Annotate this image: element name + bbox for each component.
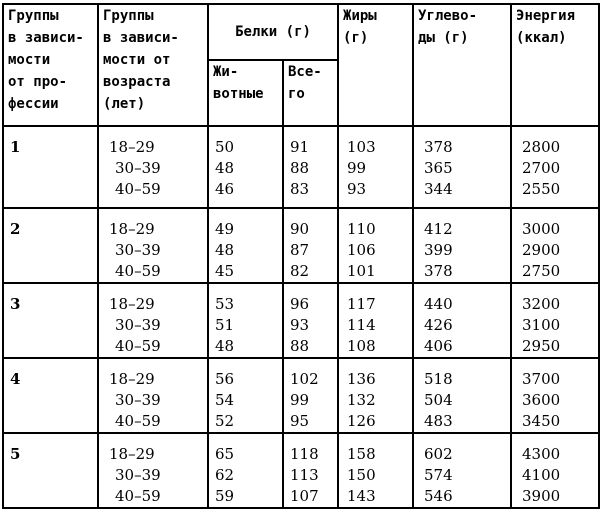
protein-total-value: 82	[290, 262, 310, 280]
fat-value: 101	[347, 262, 376, 280]
carbs-cell	[413, 433, 511, 508]
protein-animal-value: 59	[215, 487, 235, 505]
group-number: 3	[3, 283, 98, 358]
protein-total-value: 113	[290, 466, 319, 484]
age-value: 18–29	[109, 295, 155, 313]
age-value: 18–29	[109, 445, 155, 463]
protein-animal-value: 65	[215, 445, 235, 463]
protein-total-value: 99	[290, 391, 310, 409]
fat-cell	[338, 208, 413, 283]
header-profession-group: Группы в завиcи- мости от про- фессии	[3, 4, 98, 126]
protein-total-value: 96	[290, 295, 310, 313]
age-value: 18–29	[109, 138, 155, 156]
energy-value: 3700	[522, 370, 561, 388]
protein-total-value: 83	[290, 180, 310, 198]
carbs-value: 412	[424, 220, 453, 238]
protein-total-value: 90	[290, 220, 310, 238]
fat-value: 117	[347, 295, 376, 313]
protein-total-value: 88	[290, 159, 310, 177]
protein-animal-value: 48	[215, 241, 235, 259]
protein-animal-cell	[208, 433, 283, 508]
energy-value: 3200	[522, 295, 561, 313]
fat-value: 108	[347, 337, 376, 355]
carbs-value: 344	[424, 180, 453, 198]
energy-value: 2700	[522, 159, 561, 177]
fat-value: 110	[347, 220, 376, 238]
age-value: 40–59	[115, 412, 161, 430]
energy-value: 3450	[522, 412, 561, 430]
age-value: 40–59	[115, 180, 161, 198]
energy-value: 4300	[522, 445, 561, 463]
carbs-cell	[413, 358, 511, 433]
age-cell	[98, 358, 208, 433]
protein-animal-value: 45	[215, 262, 235, 280]
table-row	[3, 126, 599, 208]
protein-animal-cell	[208, 126, 283, 208]
energy-value: 2950	[522, 337, 561, 355]
protein-total-value: 91	[290, 138, 310, 156]
fat-value: 126	[347, 412, 376, 430]
protein-animal-value: 53	[215, 295, 235, 313]
protein-total-value: 88	[290, 337, 310, 355]
age-value: 40–59	[115, 337, 161, 355]
energy-value: 3000	[522, 220, 561, 238]
carbs-value: 406	[424, 337, 453, 355]
fat-value: 106	[347, 241, 376, 259]
carbs-value: 365	[424, 159, 453, 177]
header-carbs: Углево- ды (г)	[413, 4, 511, 126]
protein-total-cell	[283, 358, 338, 433]
protein-total-value: 93	[290, 316, 310, 334]
age-value: 30–39	[115, 316, 161, 334]
energy-value: 3100	[522, 316, 561, 334]
fat-cell	[338, 283, 413, 358]
protein-total-value: 118	[290, 445, 319, 463]
age-value: 30–39	[115, 391, 161, 409]
energy-cell	[511, 358, 599, 433]
fat-value: 99	[347, 159, 367, 177]
age-value: 30–39	[115, 159, 161, 177]
carbs-cell	[413, 283, 511, 358]
carbs-value: 483	[424, 412, 453, 430]
age-value: 18–29	[109, 370, 155, 388]
fat-cell	[338, 358, 413, 433]
age-cell	[98, 126, 208, 208]
table-row	[3, 208, 599, 283]
age-cell	[98, 208, 208, 283]
table-row	[3, 283, 599, 358]
header-row	[3, 4, 599, 60]
age-value: 40–59	[115, 487, 161, 505]
protein-total-cell	[283, 126, 338, 208]
carbs-cell	[413, 126, 511, 208]
energy-value: 2750	[522, 262, 561, 280]
carbs-value: 518	[424, 370, 453, 388]
energy-cell	[511, 433, 599, 508]
group-number: 1	[3, 126, 98, 208]
carbs-value: 504	[424, 391, 453, 409]
age-value: 40–59	[115, 262, 161, 280]
header-energy: Энергия (ккал)	[511, 4, 599, 126]
carbs-value: 602	[424, 445, 453, 463]
carbs-cell	[413, 208, 511, 283]
protein-animal-value: 62	[215, 466, 235, 484]
fat-value: 93	[347, 180, 367, 198]
energy-cell	[511, 208, 599, 283]
protein-animal-value: 50	[215, 138, 235, 156]
fat-cell	[338, 126, 413, 208]
group-number: 4	[3, 358, 98, 433]
nutrition-norms-table	[2, 3, 600, 509]
fat-value: 136	[347, 370, 376, 388]
energy-value: 3900	[522, 487, 561, 505]
protein-animal-value: 54	[215, 391, 235, 409]
protein-animal-value: 52	[215, 412, 235, 430]
energy-value: 2550	[522, 180, 561, 198]
fat-value: 103	[347, 138, 376, 156]
age-cell	[98, 433, 208, 508]
energy-cell	[511, 283, 599, 358]
header-protein: Белки (г)	[208, 4, 338, 60]
fat-cell	[338, 433, 413, 508]
fat-value: 158	[347, 445, 376, 463]
protein-total-value: 102	[290, 370, 319, 388]
age-value: 18–29	[109, 220, 155, 238]
protein-total-value: 107	[290, 487, 319, 505]
energy-value: 2900	[522, 241, 561, 259]
age-value: 30–39	[115, 241, 161, 259]
carbs-value: 399	[424, 241, 453, 259]
table-row	[3, 358, 599, 433]
protein-animal-value: 46	[215, 180, 235, 198]
carbs-value: 574	[424, 466, 453, 484]
age-cell	[98, 283, 208, 358]
protein-animal-value: 48	[215, 337, 235, 355]
energy-cell	[511, 126, 599, 208]
fat-value: 114	[347, 316, 376, 334]
group-number: 5	[3, 433, 98, 508]
header-age-group: Группы в завиcи- мости от возраста (лет)	[98, 4, 208, 126]
age-value: 30–39	[115, 466, 161, 484]
fat-value: 143	[347, 487, 376, 505]
protein-total-value: 95	[290, 412, 310, 430]
protein-total-value: 87	[290, 241, 310, 259]
carbs-value: 426	[424, 316, 453, 334]
protein-animal-value: 56	[215, 370, 235, 388]
protein-animal-cell	[208, 208, 283, 283]
header-protein-animal: Жи- вотные	[208, 60, 283, 126]
table-row	[3, 433, 599, 508]
group-number: 2	[3, 208, 98, 283]
protein-total-cell	[283, 283, 338, 358]
carbs-value: 546	[424, 487, 453, 505]
fat-value: 150	[347, 466, 376, 484]
energy-value: 2800	[522, 138, 561, 156]
protein-animal-value: 51	[215, 316, 235, 334]
protein-total-cell	[283, 208, 338, 283]
protein-animal-cell	[208, 358, 283, 433]
protein-animal-cell	[208, 283, 283, 358]
protein-total-cell	[283, 433, 338, 508]
header-protein-total: Все- го	[283, 60, 338, 126]
header-fat: Жиры (г)	[338, 4, 413, 126]
energy-value: 3600	[522, 391, 561, 409]
protein-animal-value: 48	[215, 159, 235, 177]
carbs-value: 378	[424, 138, 453, 156]
carbs-value: 378	[424, 262, 453, 280]
energy-value: 4100	[522, 466, 561, 484]
carbs-value: 440	[424, 295, 453, 313]
fat-value: 132	[347, 391, 376, 409]
protein-animal-value: 49	[215, 220, 235, 238]
